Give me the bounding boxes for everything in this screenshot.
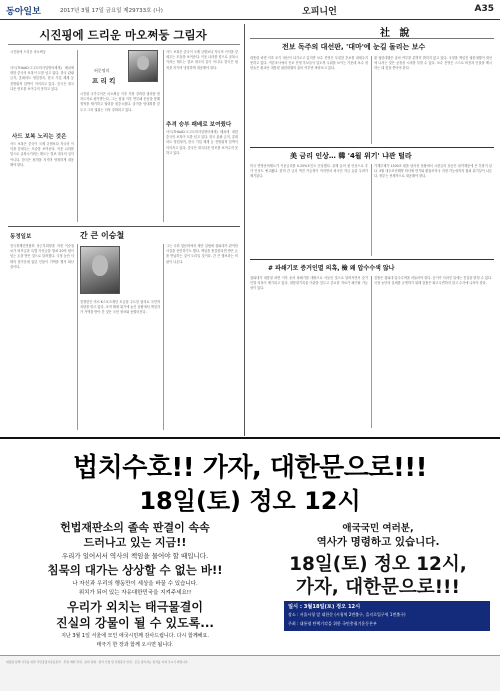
editorial-body-2: 황 권한대행은 출마 여부를 분명히 밝히지 않고 있다. 국정을 책임진 권한대행이 대선에 나서는 것은 공정성 시비를 부를 수 있다. 보수 진영은 스스로 비전과 인물을 제시하는 데 힘을 쏟아야 한다. [374,56,492,71]
bottom-left-title: 간 큰 이승철 [80,230,125,240]
ad-footer [0,655,500,691]
column-divider [163,50,164,222]
bottom-left-body-2: 전경련은 미르·K스포츠재단 모금을 주도한 혐의로 국민적 지탄을 받고 있다. 조직 해체 위기에 놓인 상황에서 책임자가 거액을 받아 간 것은 국민 정서와 동떨어진다. [80,300,160,315]
editorial-body-3: 미국 연방준비제도가 기준금리를 0.25%포인트 인상했다. 올해 들어 첫 인상으로 추가 인상도 예고됐다. 한미 간 금리 역전 가능성이 커지면서 외국인 자금 유출 우려가 제기된다. [250,164,368,179]
column-body-1b: 사드 보복은 중국이 국제 규범보다 자국의 이익을 앞세우는 모습을 보여준다. 이웃 나라를 힘으로 굴복시키려는 태도는 결코 대국의 길이 아니다. 한국은 원칙을 지키며 냉정하게 대응해야 한다. [10,142,74,167]
column-divider [163,244,164,430]
editorial-headline-2: 美 금리 인상… 韓 '4월 위기' 냐관 털라 [290,152,412,160]
bottom-left-body-1: 전국경제인연합회 상근부회장을 지낸 이승철 씨가 퇴직금과 특별 가산금을 합쳐 20억 원이 넘는 돈을 받은 것으로 알려졌다. 국정 농단 사태의 한가운데 있던 인물이 거액을 챙겨 떠난 것이다. [10,244,74,269]
column-title: 시진핑에 드리운 마오쩌둥 그림자 [39,28,207,42]
column-subhead-2: 사드 보복 노리는 것은 [12,134,67,140]
column-divider [371,56,372,144]
ad-right-line-2: 역사가 명령하고 있습니다. [316,536,440,548]
editorial-headline-1: 전보 독주의 대선판, '대마'에 눈길 돌리는 보수 [282,43,426,51]
ad-left-line-1: 헌법재판소의 졸속 판결이 속속 [60,521,210,534]
bottom-left-label: 동정일보 [10,234,32,240]
ad-left-line-3: 우리가 일어서서 역사의 책임을 물어야 할 때입니다. [61,552,209,560]
columnist-name: 프 리 킥 [92,77,116,85]
section-rule [8,226,240,227]
section-name: 오피니언 [302,7,337,17]
ad-left-line-4: 침묵의 대가는 상상할 수 없는 바!! [47,563,223,577]
editorial-headline-3: # 파쇄기로 증거인멸 의혹, 檢 왜 압수수색 않나 [268,265,395,272]
section-rule [250,147,494,148]
ad-right-line-1: 애국국민 여러분, [342,523,414,534]
column-divider [77,50,78,222]
column-body-2: 시진핑 국가주석은 마오쩌둥 이후 가장 강력한 권력을 쥔 지도자로 평가받는다. 그는 집권 이후 반부패 운동을 통해 정적을 제거하고 권력을 집중시켰다. 올가을 당대회를 앞두고 그의 권위는 더욱 강화되고 있다. [80,92,160,112]
ad-info-date: 일시 : 3월18일(토) 정오 12시 [288,604,361,610]
ad-left-line-10: 태극기 한 장과 함께 오시면 됩니다. [96,642,174,648]
column-subhead-3: 추격 승부 패배로 보여줬다 [166,122,232,128]
column-divider [77,244,78,430]
editorial-label: 社 說 [380,28,413,39]
ad-right-line-4: 가자, 대한문으로!!! [296,577,460,598]
ad-left-line-9: 지난 3월 1일 서울에 모인 애국시민께 감사드립니다. 다시 함께해요. [61,633,209,639]
newspaper-header [0,0,500,20]
editorial-body-6: 검찰은 청와대 압수수색을 서둘러야 한다. 증거가 사라진 뒤에는 진실을 밝힐 수 없다. 국정 농단의 실체를 규명하기 위해 검찰은 좌고우면하지 말고 수사에 나서야 한다. [374,276,492,286]
ad-left-line-2: 드러나고 있는 지금!! [83,536,187,549]
ad-info-place: 장소 : 서울시청 앞 대한문 (시청역 2번출구, 을지로입구역 1번출구) [288,612,406,617]
ad-left-line-7: 우리가 외치는 태극물결이 [67,600,203,614]
column-intro: 시진핑에 드리운 마오쩌둥 [10,50,46,54]
title-rule [8,44,240,45]
ad-top-rule [0,437,500,439]
ad-headline-2: 18일(토) 정오 12시 [139,487,361,515]
editorial-rule [250,38,494,39]
ad-info-box [284,601,490,631]
section-rule [250,259,494,260]
rally-advertisement [0,441,500,691]
ad-footer-text: 대통령 탄핵 기각을 위한 국민총궐기운동본부 · 후원 계좌 안내 · 문의 전화 · 참가 신청 및 자원봉사 안내 · 모든 참가자는 질서를 지켜 주시기 바랍니다. [6,660,189,664]
ad-right-line-3: 18일(토) 정오 12시, [289,554,467,575]
column-body-3: 사드 보복은 중국이 국제 규범보다 자국의 이익을 앞세우는 모습을 보여준다. 이웃 나라를 힘으로 굴복시키려는 태도는 결코 대국의 길이 아니다. 한국은 원칙을 지키며 냉정하게 대응해야 한다. [166,50,238,70]
ad-left-line-8: 진실의 강물이 될 수 있도록... [56,616,214,630]
newspaper-logo: 동아일보 [6,7,41,17]
page-divider [244,24,245,436]
column-divider [371,276,372,428]
column-divider [371,164,372,256]
columnist-photo [128,50,158,82]
page-number: A35 [474,4,494,14]
ad-left-line-5: 나 자신과 우리의 행동만이 세상을 바꿀 수 있습니다. [72,581,198,587]
column-body-4: 사드(THAAD·고고도미사일방어체계) 배치에 대한 중국의 보복이 도를 넘고 있다. 한국 관광 금지, 롯데마트 영업정지, 한국 기업 제재 등 전방위적 압박이 이어지고 있다. 중국은 대국다운 면모를 보여주지 못하고 있다. [166,130,238,155]
author-photo [80,246,120,294]
columnist-role: 허문명의 [94,68,110,73]
ad-headline-1: 법치수호!! 가자, 대한문으로!!! [72,453,428,483]
column-body-1: 사드(THAAD·고고도미사일방어체계) 배치에 대한 중국의 보복이 도를 넘고 있다. 한국 관광 금지, 롯데마트 영업정지, 한국 기업 제재 등 전방위적 압박이 이어지고 있다. 중국은 대국다운 면모를 보여주지 못하고 있다. [10,66,74,91]
bottom-left-body-3: 그는 국회 청문회에서 재단 설립에 청와대가 관여한 사실을 증언하기도 했다. 책임을 통감한다면 받은 돈을 반납하는 것이 도리일 것이다. 간 큰 행보라는 비판이 나온다. [166,244,238,264]
editorial-body-1: 대통령 파면 이후 조기 대선이 다가오고 있지만 보수 진영은 뚜렷한 후보를 내세우지 못하고 있다. 여론조사에서 진보 진영 후보들이 압도적 우위를 보이는 가운데 보수 정당들은 황교안 대통령 권한대행의 출마 여부만 바라보고 있다. [250,56,368,71]
editorial-body-4: 가계부채가 1300조 원을 넘어선 상황에서 시장금리 상승은 취약계층에 큰 부담이 된다. 4월 대우조선해양 회사채 만기와 환율조작국 지정 가능성까지 겹쳐 위기설이 나온다. 정부는 선제적으로 대응해야 한다. [374,164,492,179]
editorial-body-5: 청와대가 대통령 파면 이후 문서 파쇄기를 대량으로 사들인 것으로 알려지면서 증거 인멸 의혹이 제기되고 있다. 대통령기록물 이관을 앞두고 중요한 자료가 폐기될 가능성이 있다. [250,276,368,291]
ad-left-line-6: 위치가 되어 있는 자유대한민국을 지켜주세요!! [78,590,192,596]
issue-date: 2017년 3월 17일 금요일 제29733호 (나) [60,8,163,14]
ad-info-host: 주최 : 대통령 탄핵기각을 위한 국민총궐기운동본부 [288,621,377,626]
